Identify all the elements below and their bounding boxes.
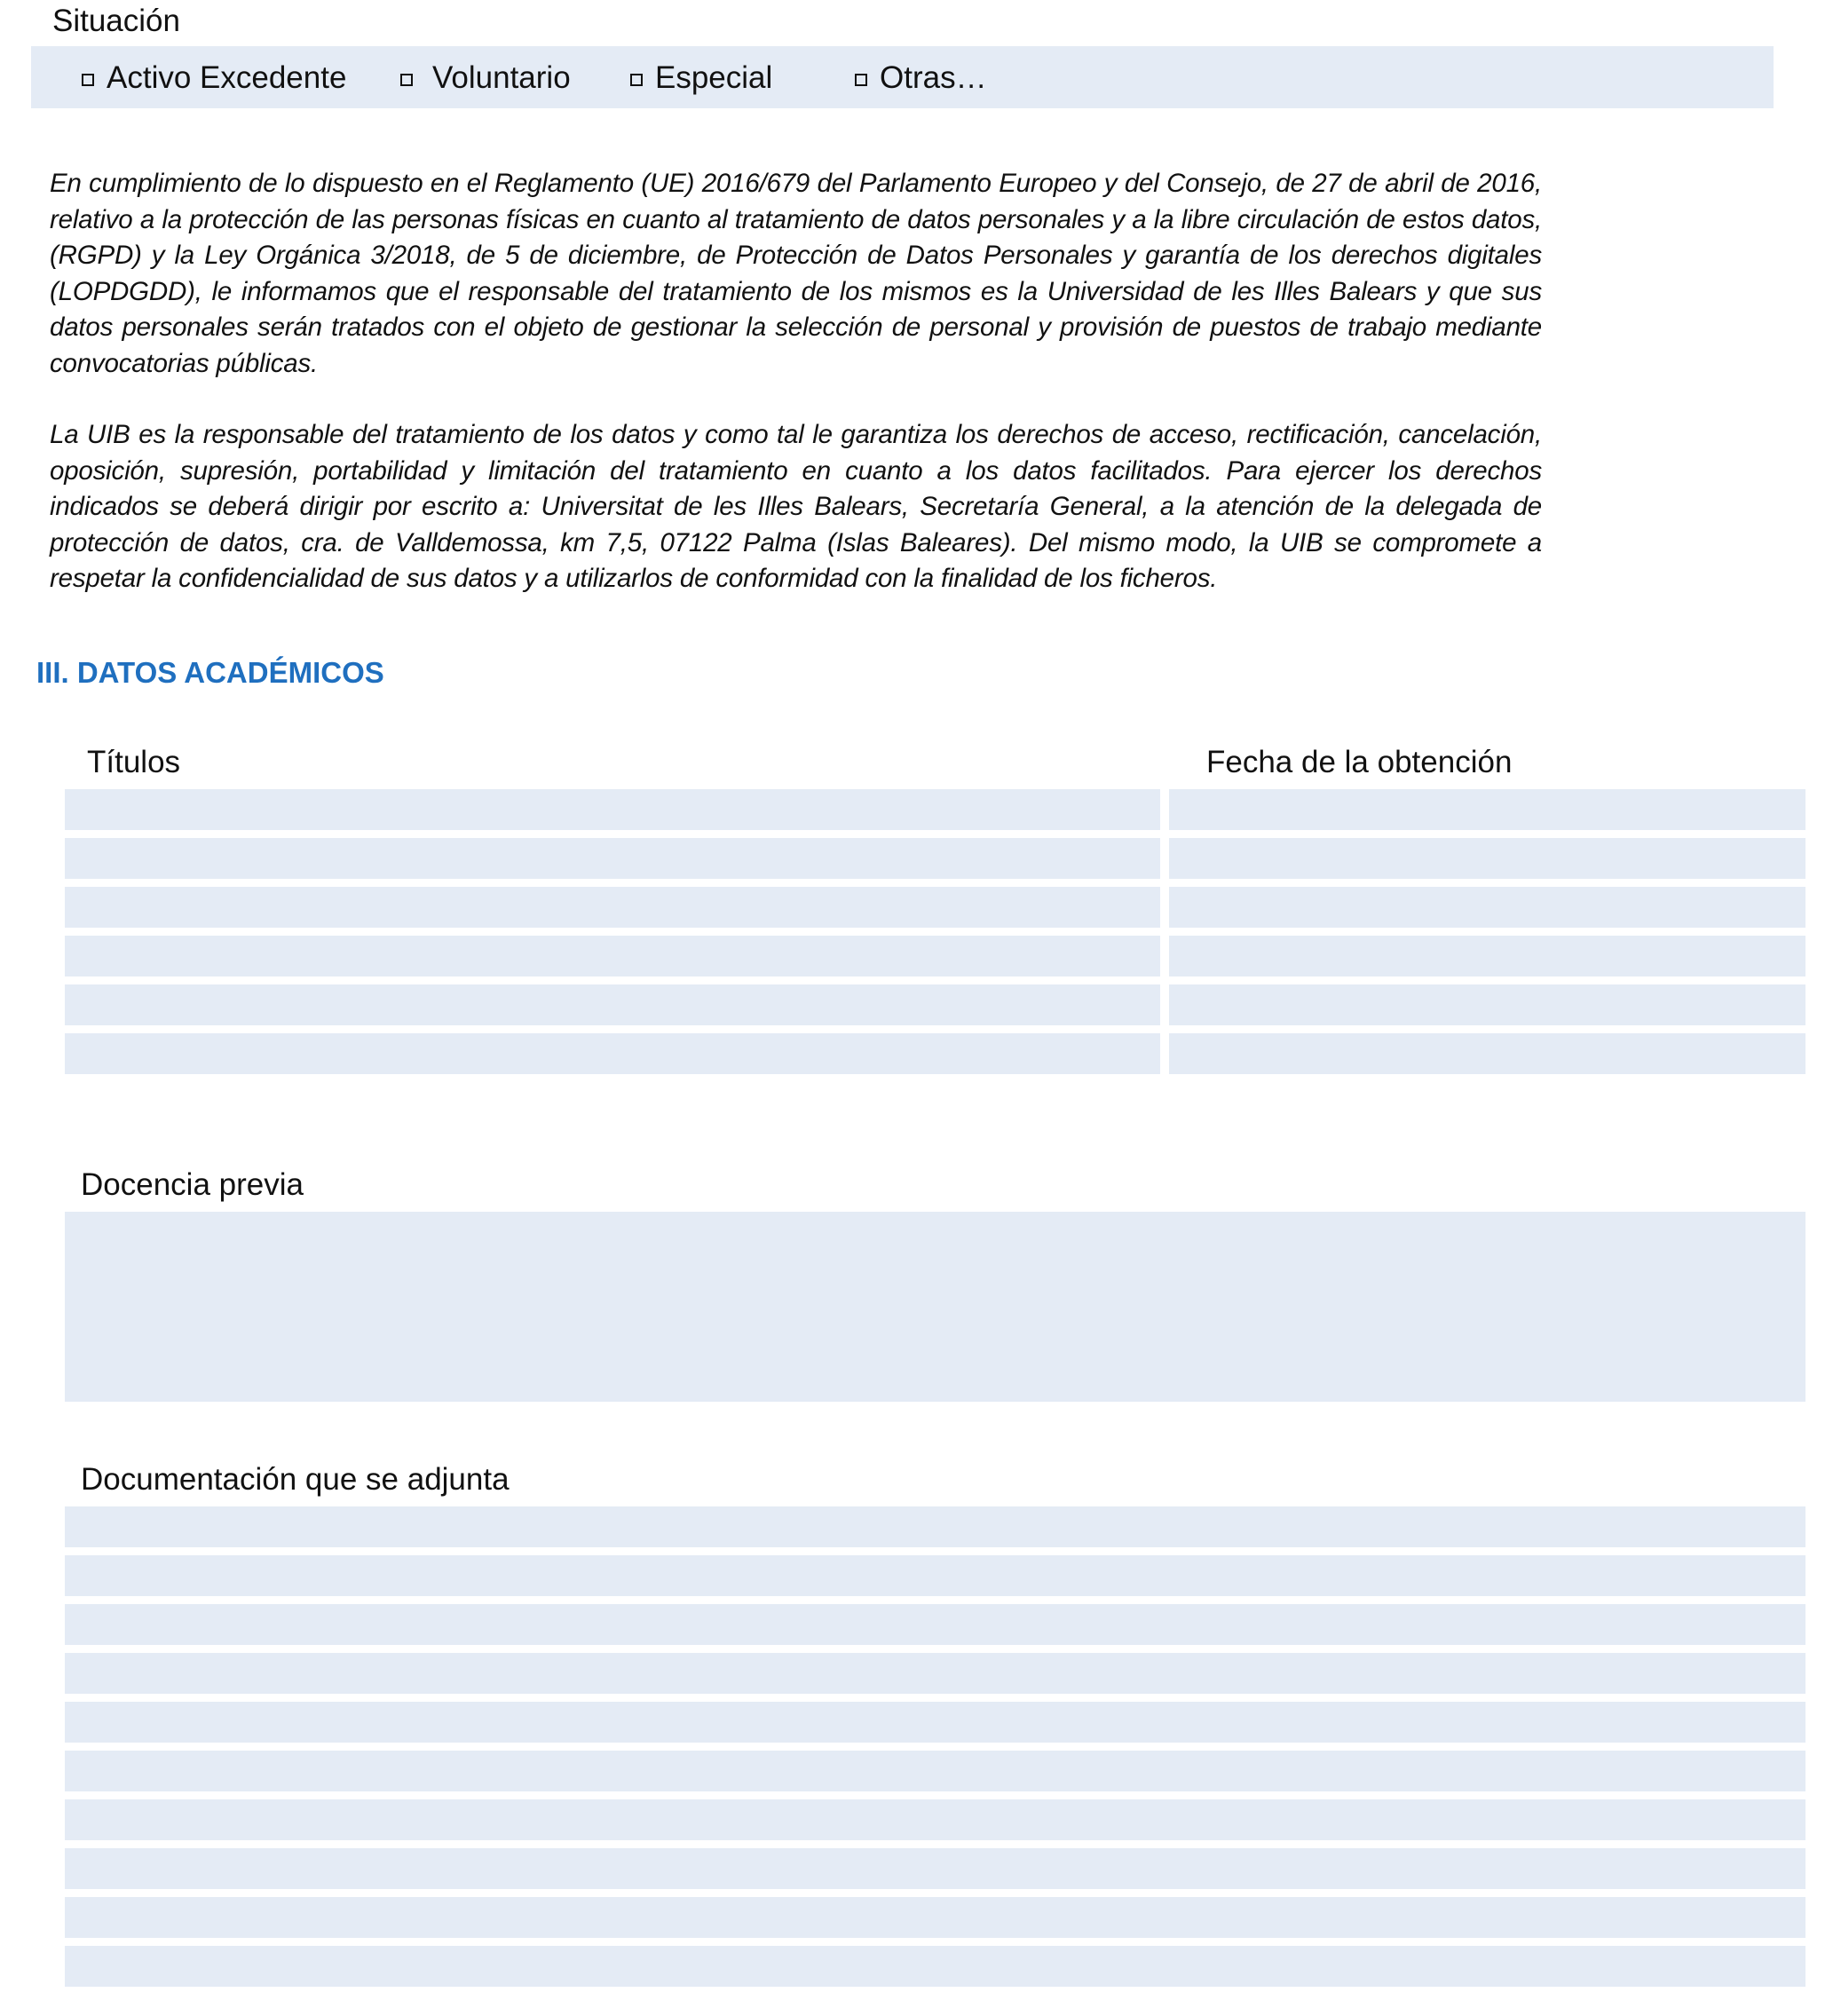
documentacion-input[interactable] <box>65 1799 1805 1840</box>
titulo-input[interactable] <box>65 887 1160 928</box>
checkbox-icon[interactable] <box>855 74 867 86</box>
docencia-previa-textarea[interactable] <box>65 1212 1805 1402</box>
fecha-input[interactable] <box>1169 838 1805 879</box>
fecha-input[interactable] <box>1169 789 1805 830</box>
documentacion-input[interactable] <box>65 1604 1805 1645</box>
option-activo-excedente[interactable] <box>82 62 346 93</box>
option-voluntario[interactable] <box>400 62 571 93</box>
titulo-input[interactable] <box>65 936 1160 976</box>
option-label: Especial <box>655 60 773 95</box>
situacion-label: Situación <box>52 4 180 38</box>
documentacion-input[interactable] <box>65 1848 1805 1889</box>
documentacion-input[interactable] <box>65 1946 1805 1987</box>
checkbox-icon[interactable] <box>630 74 643 86</box>
titulo-input[interactable] <box>65 789 1160 830</box>
documentacion-input[interactable] <box>65 1751 1805 1791</box>
privacy-paragraph-1: En cumplimiento de lo dispuesto en el Reglamento (UE) 2016/679 del Parlamento Europeo y del Consejo, de 27 de abril de 2016, relativo a la protección de las personas físicas en cuanto al tratamiento de datos personales y a la libre circulación de estos datos, (RGPD) y la Ley Orgánica 3/2018, de 5 de diciembre, de Protección de Datos Personales y garantía de los derechos digitales (LOPDGDD), le informamos que el responsable del tratamiento de los mismos es la Universidad de les Illes Balears y que sus datos personales serán tratados con el objeto de gestionar la selección de personal y provisión de puestos de trabajo mediante convocatorias públicas. <box>50 169 1542 378</box>
privacy-paragraph-2: La UIB es la responsable del tratamiento de los datos y como tal le garantiza los derechos de acceso, rectificación, cancelación, oposición, supresión, portabilidad y limitación del tratamiento en cuanto a los datos facilitados. Para ejercer los derechos indicados se deberá dirigir por escrito a: Universitat de les Illes Balears, Secretaría General, a la atención de la delegada de protección de datos, cra. de Valldemossa, km 7,5, 07122 Palma (Islas Baleares). Del mismo modo, la UIB se compromete a respetar la confidencialidad de sus datos y a utilizarlos de conformidad con la finalidad de los ficheros. <box>50 420 1542 593</box>
option-label: Activo Excedente <box>107 60 347 95</box>
option-label: Voluntario <box>432 60 571 95</box>
checkbox-icon[interactable] <box>82 74 94 86</box>
section-title-datos-academicos: III. DATOS ACADÉMICOS <box>36 656 384 689</box>
titulo-input[interactable] <box>65 984 1160 1025</box>
fecha-input[interactable] <box>1169 984 1805 1025</box>
titulo-input[interactable] <box>65 1033 1160 1074</box>
titulos-label: Títulos <box>87 745 181 779</box>
fecha-input[interactable] <box>1169 1033 1805 1074</box>
documentacion-label: Documentación que se adjunta <box>81 1462 510 1497</box>
option-especial[interactable] <box>630 62 772 93</box>
option-label: Otras… <box>880 60 987 95</box>
checkbox-icon[interactable] <box>400 74 413 86</box>
titulo-input[interactable] <box>65 838 1160 879</box>
documentacion-input[interactable] <box>65 1555 1805 1596</box>
documentacion-input[interactable] <box>65 1702 1805 1743</box>
fecha-input[interactable] <box>1169 887 1805 928</box>
fecha-input[interactable] <box>1169 936 1805 976</box>
documentacion-input[interactable] <box>65 1506 1805 1547</box>
docencia-previa-label: Docencia previa <box>81 1167 304 1202</box>
option-otras[interactable] <box>855 62 987 93</box>
fecha-obtencion-label: Fecha de la obtención <box>1206 745 1513 779</box>
documentacion-input[interactable] <box>65 1897 1805 1938</box>
documentacion-input[interactable] <box>65 1653 1805 1694</box>
